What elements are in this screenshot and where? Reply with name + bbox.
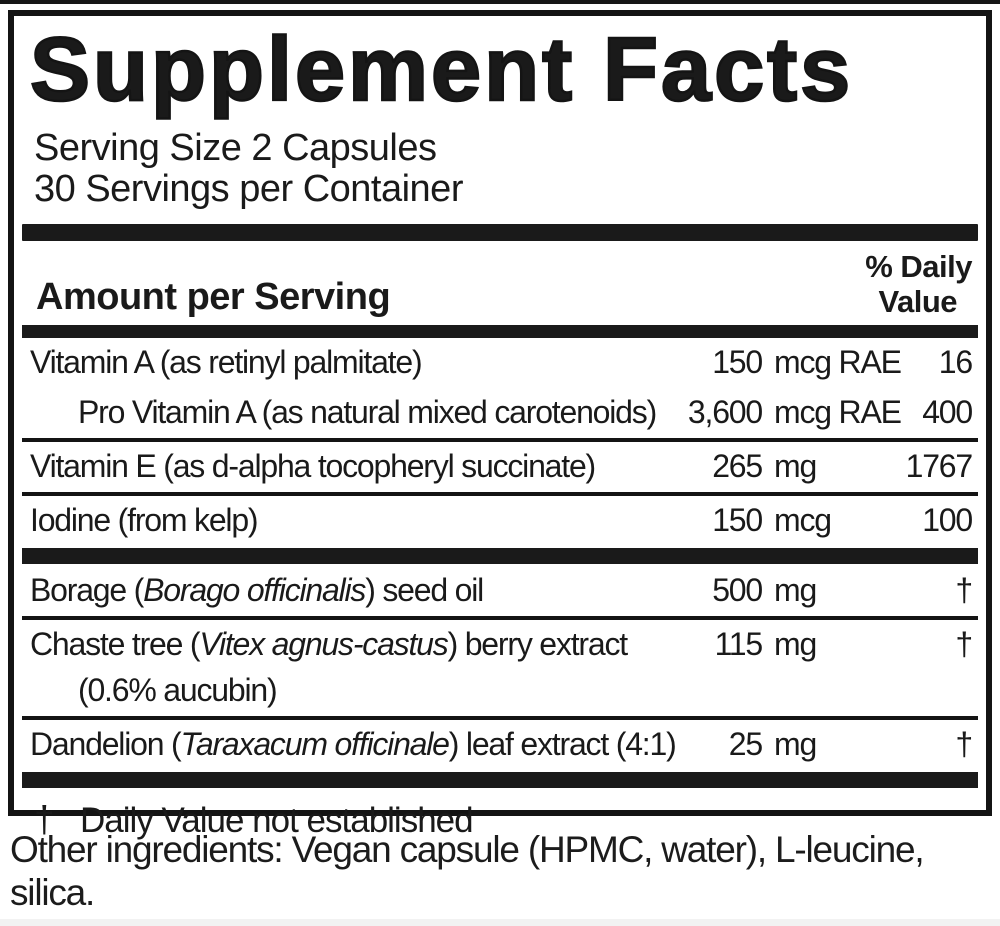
- column-header: [14, 241, 986, 325]
- separator-bar: [22, 548, 978, 564]
- name-text: Borage (: [30, 572, 144, 608]
- top-edge-strip: [0, 0, 1000, 4]
- nutrient-name-subline: (0.6% aucubin): [78, 672, 277, 708]
- latin-name-italic: Taraxacum officinale: [180, 726, 449, 762]
- nutrient-unit: mcg: [774, 502, 831, 538]
- dagger-symbol: †: [34, 799, 54, 840]
- name-text: ) leaf extract (4:1): [448, 726, 676, 762]
- separator-bar: [22, 772, 978, 788]
- other-ingredients-line1: Other ingredients: Vegan capsule (HPMC, water), L-leucine,: [10, 829, 924, 870]
- daily-value-header: [865, 249, 972, 319]
- nutrient-name: [30, 447, 654, 485]
- nutrient-amount: 150: [712, 344, 762, 380]
- nutrient-row: [14, 496, 986, 546]
- daily-value-header-line2: Value: [878, 284, 957, 319]
- name-text: Vitamin E (as d-alpha tocopheryl succinate): [30, 448, 596, 484]
- nutrient-name: [30, 343, 654, 381]
- nutrient-daily-value: †: [955, 572, 972, 608]
- latin-name-italic: Vitex agnus-castus: [199, 626, 448, 662]
- nutrient-unit: mg: [774, 572, 817, 608]
- nutrient-row: [14, 338, 986, 388]
- panel-title: Supplement Facts: [30, 20, 854, 120]
- amount-per-serving-header: Amount per Serving: [36, 276, 391, 318]
- nutrient-unit: mcg RAE: [774, 344, 901, 380]
- nutrient-row: [14, 442, 986, 492]
- nutrient-daily-value: 16: [938, 344, 972, 380]
- nutrient-name: [30, 725, 676, 763]
- serving-size: Serving Size 2 Capsules: [34, 127, 437, 169]
- nutrient-daily-value: 400: [922, 394, 972, 430]
- name-text: Dandelion (: [30, 726, 181, 762]
- nutrient-amount: 500: [712, 572, 762, 608]
- nutrient-amount: 3,600: [687, 394, 762, 430]
- nutrient-name: [30, 393, 657, 431]
- nutrient-daily-value: †: [955, 626, 972, 662]
- nutrient-rows: [14, 338, 986, 790]
- nutrient-name: [30, 571, 654, 609]
- serving-info: [34, 128, 986, 210]
- nutrient-unit: mg: [774, 448, 817, 484]
- nutrient-unit: mg: [774, 626, 817, 662]
- name-text: Iodine (from kelp): [30, 502, 258, 538]
- section-divider-bar: [22, 224, 978, 241]
- nutrient-row: [14, 566, 986, 616]
- nutrient-amount: 115: [714, 626, 762, 662]
- nutrient-daily-value: †: [955, 726, 972, 762]
- nutrient-row: [14, 388, 986, 438]
- daily-value-header-line1: % Daily: [865, 249, 972, 284]
- nutrient-name: [30, 625, 654, 663]
- name-text: Vitamin A (as retinyl palmitate): [30, 344, 422, 380]
- supplement-facts-panel: [8, 10, 992, 840]
- name-text: ) berry extract: [447, 626, 627, 662]
- servings-per-container: 30 Servings per Container: [34, 168, 463, 210]
- nutrient-daily-value: 1767: [905, 448, 972, 484]
- name-text: ) seed oil: [365, 572, 484, 608]
- nutrient-unit: mcg RAE: [774, 394, 901, 430]
- nutrient-unit: mg: [774, 726, 817, 762]
- nutrient-daily-value: 100: [922, 502, 972, 538]
- nutrient-amount: 150: [712, 502, 762, 538]
- nutrient-row: [14, 620, 986, 716]
- name-text: Pro Vitamin A (as natural mixed carotenoids): [78, 394, 657, 430]
- other-ingredients: [10, 828, 995, 914]
- footnote-text: Daily Value not established: [80, 801, 473, 840]
- nutrient-amount: 25: [728, 726, 762, 762]
- name-text: Chaste tree (: [30, 626, 200, 662]
- header-divider-bar: [22, 325, 978, 338]
- latin-name-italic: Borago officinalis: [143, 572, 366, 608]
- other-ingredients-line2: silica.: [10, 872, 95, 913]
- nutrient-name: [30, 501, 654, 539]
- nutrient-row: [14, 720, 986, 770]
- nutrient-amount: 265: [712, 448, 762, 484]
- bottom-edge-strip: [0, 919, 1000, 926]
